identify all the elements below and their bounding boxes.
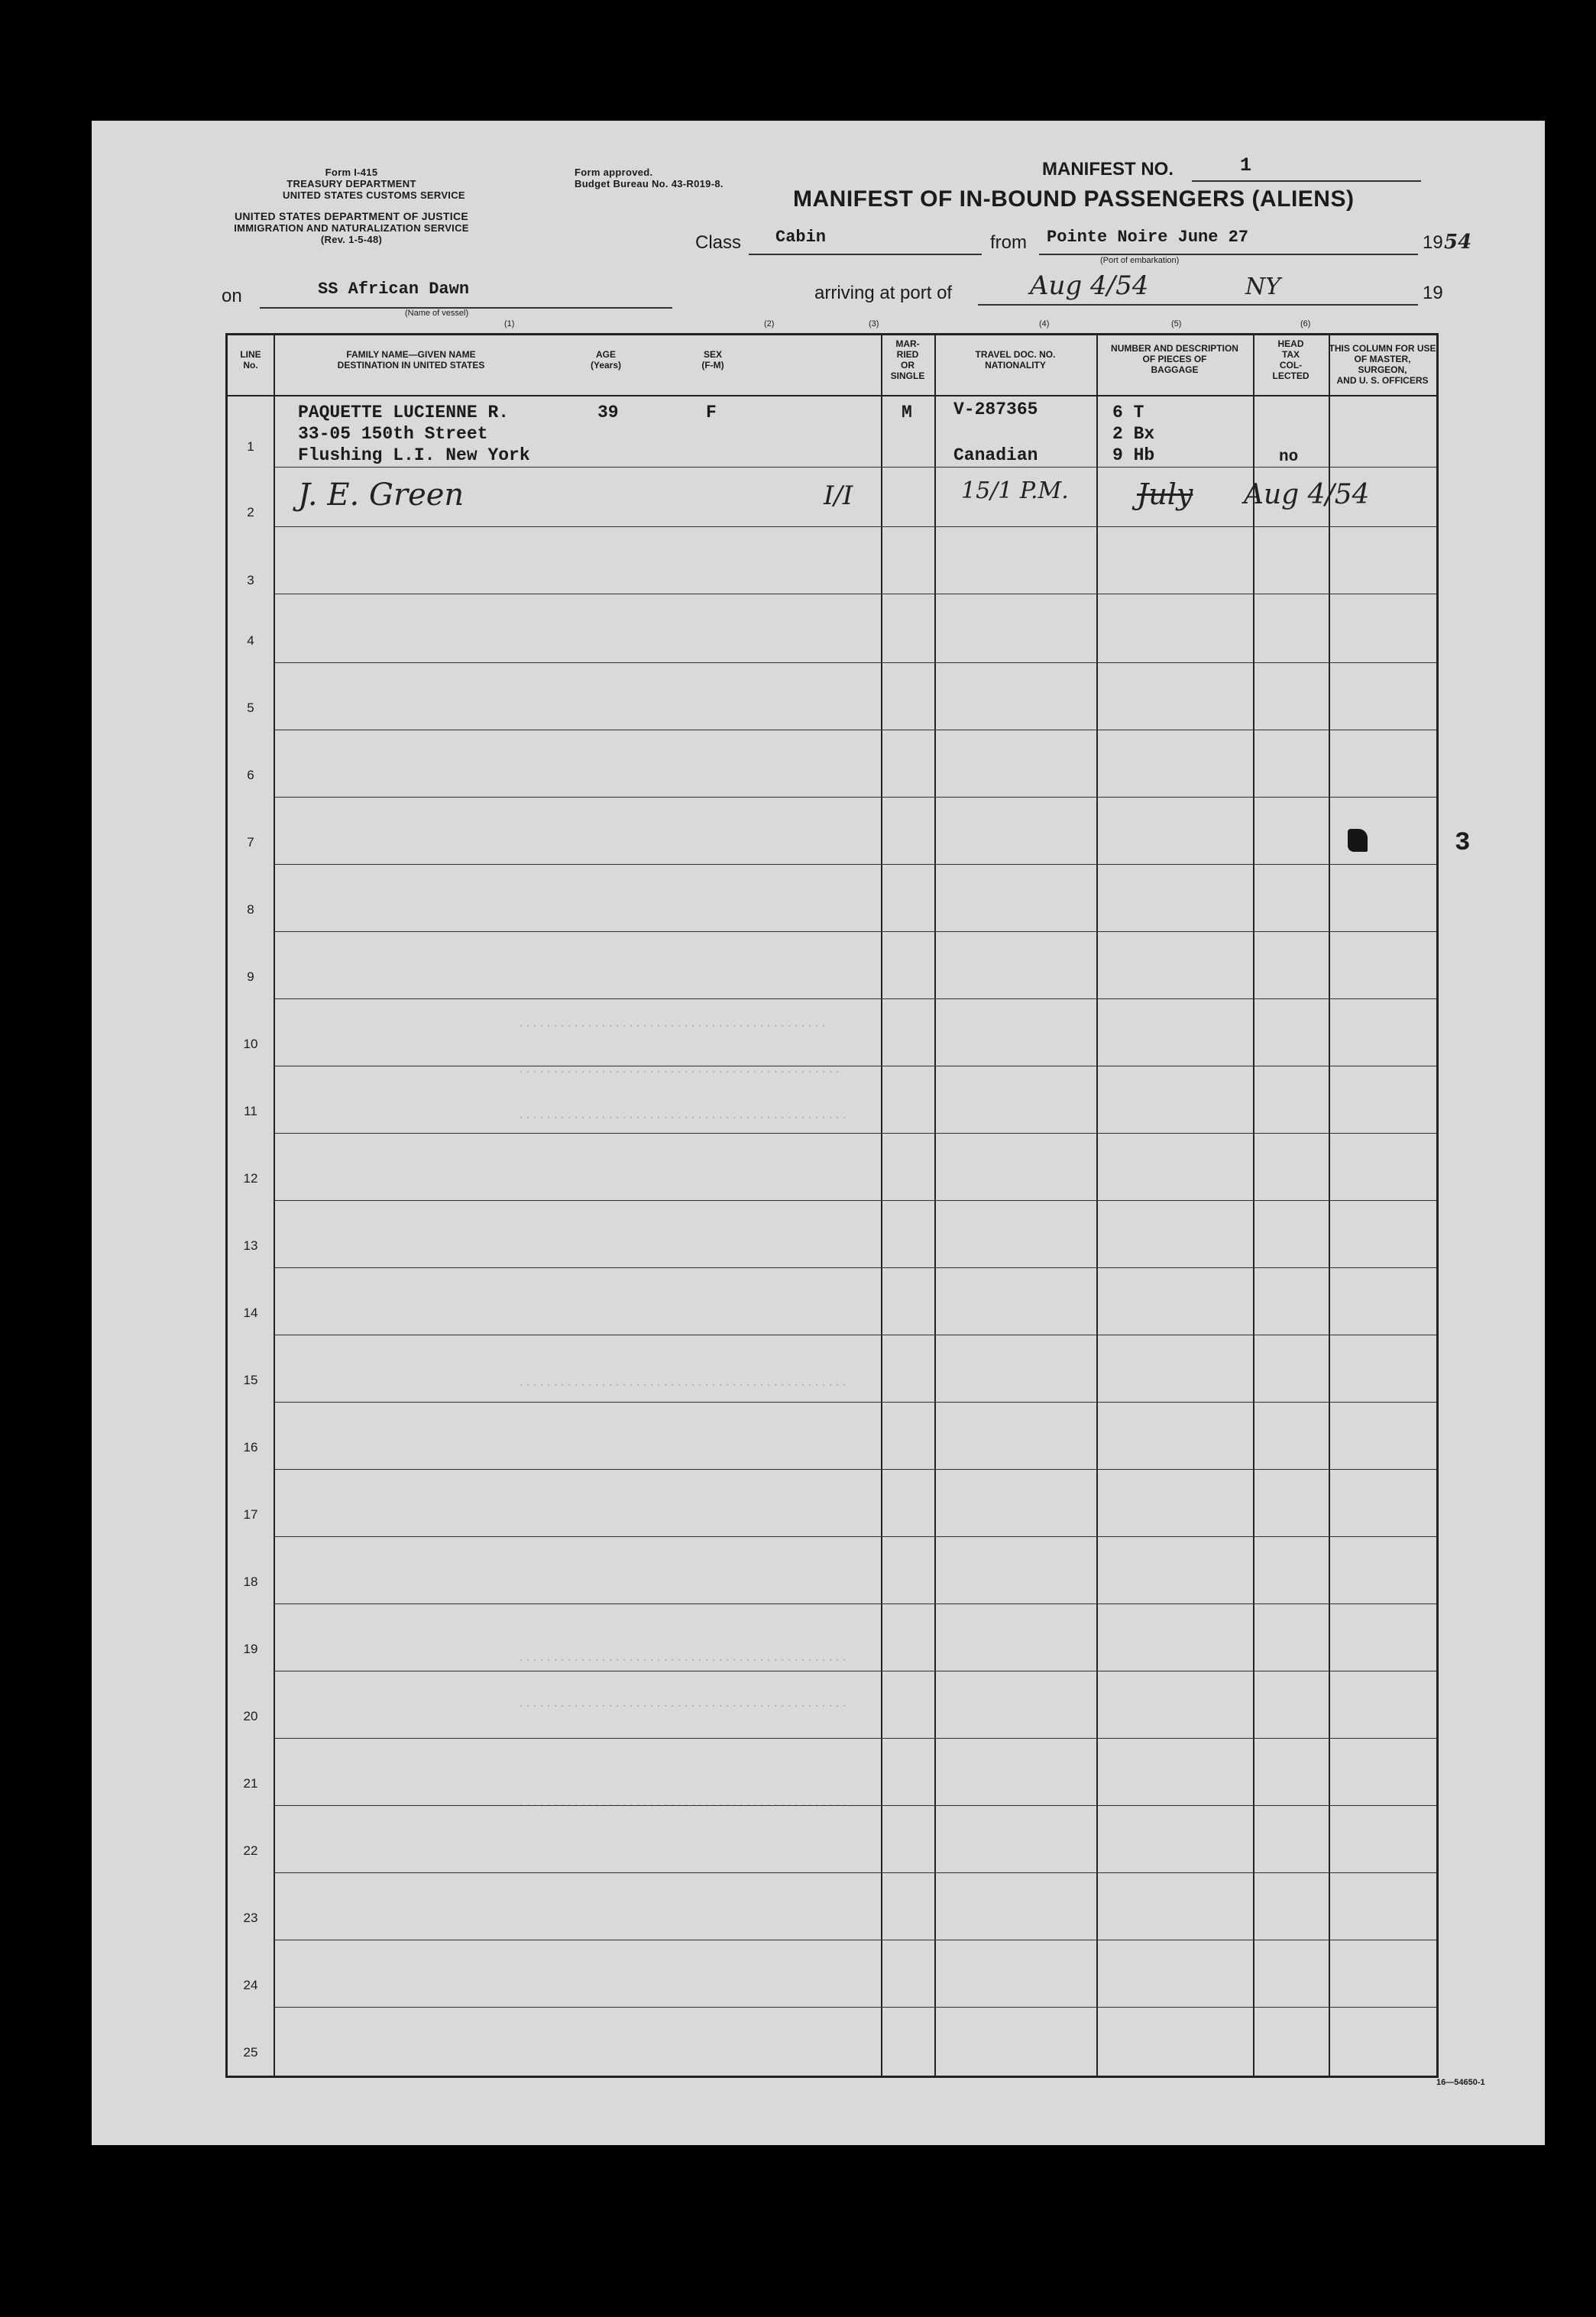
class-value: Cabin [775, 228, 827, 247]
row-number: 22 [243, 1843, 258, 1858]
row-number: 16 [243, 1440, 258, 1455]
row-number: 19 [243, 1642, 258, 1656]
year-value: 54 [1444, 231, 1472, 254]
class-label: Class [695, 232, 742, 253]
row-number: 24 [243, 1978, 258, 1992]
arriving-label: arriving at port of [814, 283, 953, 303]
doj-name: UNITED STATES DEPARTMENT OF JUSTICE [234, 210, 469, 222]
doj-block [225, 211, 478, 245]
nationality: Canadian [953, 445, 1038, 465]
struck-date: July [1137, 477, 1193, 511]
passenger-marital: M [902, 403, 912, 422]
row-number: 2 [247, 505, 254, 519]
embark-caption: (Port of embarkation) [1100, 256, 1180, 265]
row-number: 9 [247, 969, 254, 984]
manifest-number: 1 [1240, 154, 1252, 176]
inspection-mark: I/I [824, 481, 853, 511]
colnum-5: (5) [1171, 319, 1182, 328]
row-number: 3 [247, 573, 254, 587]
on-label: on [222, 286, 242, 306]
passenger-table [225, 333, 1471, 2078]
travel-doc-number: V-287365 [953, 400, 1038, 419]
row-number: 4 [247, 633, 254, 648]
passenger-age: 39 [597, 403, 619, 422]
baggage-hb: 9 Hb [1112, 445, 1155, 465]
row-number: 5 [247, 701, 254, 715]
row-number: 12 [243, 1171, 258, 1186]
row-number: 25 [243, 2045, 258, 2060]
arriving-port: NY [1245, 273, 1281, 300]
passenger-name: PAQUETTE LUCIENNE R. [298, 403, 510, 422]
col-sex: SEX (F-M) [701, 349, 724, 371]
col-age: AGE (Years) [590, 349, 622, 371]
row-number: 13 [243, 1238, 258, 1253]
inspector-signature: J. E. Green [298, 477, 465, 513]
col-line-no: LINE No. [240, 349, 261, 371]
row-number: 8 [247, 902, 254, 917]
colnum-4: (4) [1039, 319, 1050, 328]
passenger-city: Flushing L.I. New York [298, 445, 530, 465]
manifest-label: MANIFEST NO. [1042, 159, 1174, 180]
row-number: 17 [243, 1507, 258, 1522]
row-number: 10 [243, 1037, 258, 1051]
row-number: 14 [243, 1306, 258, 1320]
row-number: 6 [247, 768, 254, 782]
colnum-6: (6) [1300, 319, 1311, 328]
approval-block [575, 167, 724, 189]
treasury-dept: TREASURY DEPARTMENT [287, 178, 416, 189]
time-mark: 15/1 P.M. [961, 477, 1069, 504]
row-number: 11 [244, 1104, 257, 1118]
budget-bureau: Budget Bureau No. 43-R019-8. [575, 178, 724, 189]
col-travel-doc: TRAVEL DOC. NO. NATIONALITY [975, 349, 1056, 371]
vessel-colnum: (1) [504, 319, 515, 328]
baggage-boxes: 2 Bx [1112, 424, 1155, 444]
form-block [283, 167, 465, 201]
col-officers: THIS COLUMN FOR USE OF MASTER, SURGEON, AND U. S. OFFICERS [1329, 343, 1436, 386]
form-code: 16—54650-1 [1436, 2078, 1485, 2087]
passenger-sex: F [706, 403, 717, 422]
officer-smudge [1348, 829, 1368, 852]
col-family-name: FAMILY NAME—GIVEN NAME DESTINATION IN UNITED STATES [337, 349, 485, 371]
year-prefix: 19 [1423, 232, 1443, 253]
row-number: 7 [247, 835, 254, 849]
baggage-trunks: 6 T [1112, 403, 1144, 422]
year2-prefix: 19 [1423, 283, 1443, 303]
head-tax-value: no [1279, 448, 1299, 466]
colnum-2: (2) [764, 319, 775, 328]
manifest-sheet: . . . . . . . . . . . . . . . . . . . . . . . . . . . . . . . . . . . . . . . . . . . . . . . . . . . . . . . . . . . . . . . . . . . . . . . . . . . . . . . . . . . . . . . . . . . . . . . . . . . . . . . . . . . . . . . . . . . . . . . . . . . . . . . . . . . . . . . . . . . . . . . . . . . . . . . . . . . . . . . . . . . . . . . . . . . . . . . . . . . . . . . . . . . . . . . . . . . . . . . . . . . . . . . . . . . . . . . . . . . . . . . . . . . . . . . . . . . . . . . . . . . . . . . . . . . . . . . . . . . . . . . . . . . . . . . . . . . . . . . . . . . . . . . . . . . . . . . . . . . . . . . . . . . . . . . . . . . . . . . . . . . . . . . . . . . . Form I-415 TREASURY DEPARTMENT UNITED STATES CUSTOMS SERVICE UNITED STATES DEPARTMENT OF JUSTICE IMMIGRATION AND NATURALIZATION SERVICE (Rev. 1-5-48) Form approved. Budget Bureau No. 43-R019-8. MANIFEST NO. 1 MANIFEST OF IN-BOUND PASSENGERS (ALIENS) Class Cabin from Pointe Noire June 27 (Port of embarkation) 19 54 on SS African Dawn (Name of vessel) (1) arriving at port of Aug 4/54 NY 19 (2) (3) (4) (5) (6) LINE No. FAMILY NAME—GIVEN NAME DESTINATION IN UNITED STATES AGE (Years) SEX (F-M) MAR- RIED OR SINGLE TRAVEL DOC. NO. NATIONALITY NUMBER AND DESCRIPTION OF PIECES OF BAGGAGE HEAD TAX COL- LECTED THIS COLUMN FOR USE OF MASTER, SURGEON, AND U. S. OFFICERS 1 2 3 4 5 6 7 8 9 10 11 12 13 14 15 16 17 18 19 20 21 22 23 24 25 PAQUETTE LUCIENNE R. 33-05 150th Street Flushing L.I. New York 39 F M V-287365 Canadian 6 T 2 Bx 9 Hb no J. E. Green I/I 15/1 P.M. July Aug 4/54 3 16—54650-1 [92, 121, 1545, 2145]
from-value: Pointe Noire June 27 [1047, 228, 1249, 247]
row-number: 1 [247, 439, 254, 454]
customs-service: UNITED STATES CUSTOMS SERVICE [283, 189, 465, 201]
ins-name: IMMIGRATION AND NATURALIZATION SERVICE [234, 222, 469, 234]
row-number: 23 [243, 1911, 258, 1925]
manifest-title: MANIFEST OF IN-BOUND PASSENGERS (ALIENS) [793, 186, 1355, 212]
form-number: Form I-415 [325, 167, 378, 178]
row-number: 18 [243, 1574, 258, 1589]
row-number: 21 [243, 1776, 258, 1791]
row-number: 15 [243, 1373, 258, 1387]
vessel-caption: (Name of vessel) [405, 309, 469, 318]
inspection-date: Aug 4/54 [1244, 479, 1370, 510]
arriving-date: Aug 4/54 [1030, 270, 1149, 301]
col-baggage: NUMBER AND DESCRIPTION OF PIECES OF BAGGAGE [1111, 343, 1238, 375]
col-marital: MAR- RIED OR SINGLE [890, 338, 925, 381]
revision: (Rev. 1-5-48) [320, 234, 383, 245]
officer-note: 3 [1455, 829, 1471, 858]
col-head-tax: HEAD TAX COL- LECTED [1272, 338, 1309, 381]
from-label: from [990, 232, 1027, 253]
row-number: 20 [243, 1709, 258, 1723]
passenger-address: 33-05 150th Street [298, 424, 488, 444]
colnum-3: (3) [869, 319, 879, 328]
form-approved: Form approved. [575, 167, 653, 178]
vessel-name: SS African Dawn [318, 280, 470, 299]
